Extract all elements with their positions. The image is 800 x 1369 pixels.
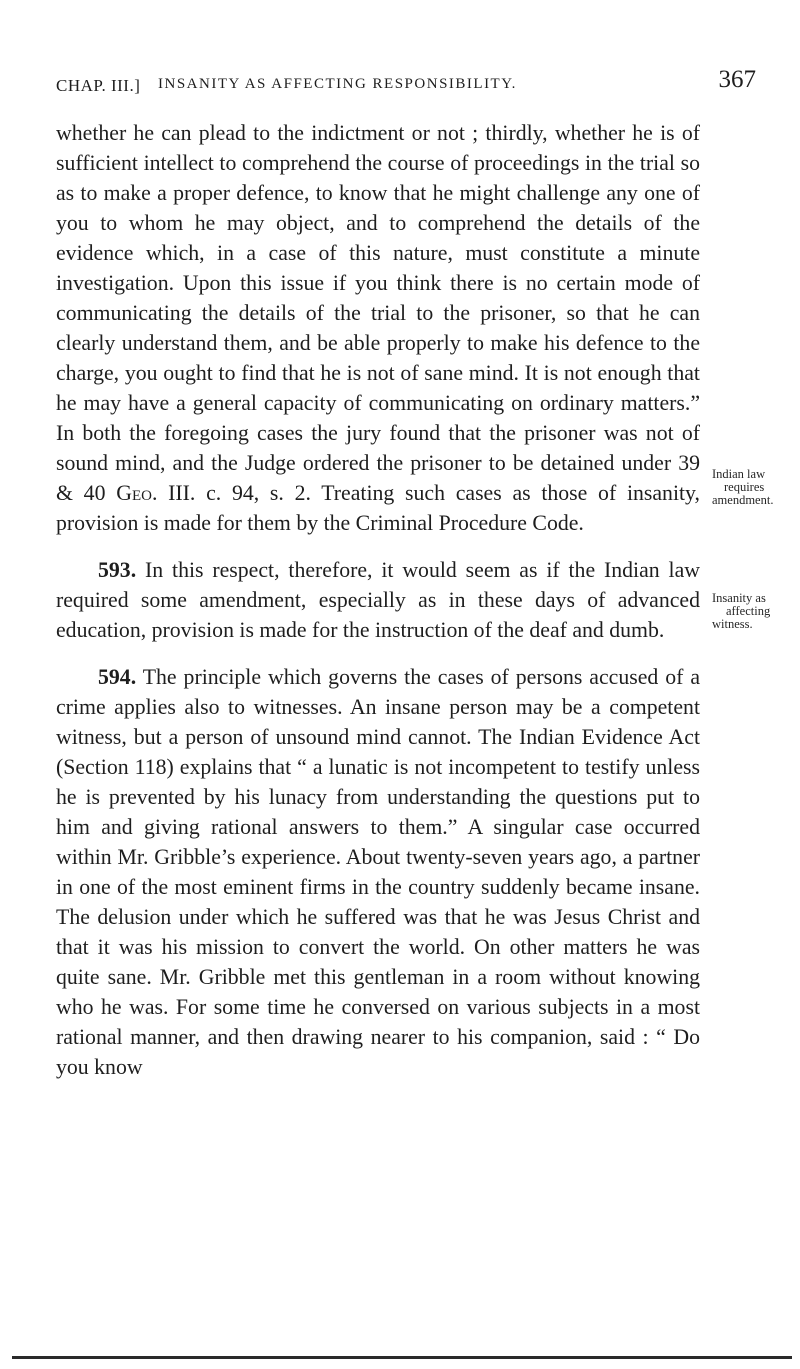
margin-note-line: Insanity as: [712, 591, 766, 605]
paragraph-continued: [56, 118, 700, 538]
margin-note-line: affecting: [726, 604, 771, 618]
bottom-rule: [12, 1356, 792, 1359]
running-header: [56, 62, 756, 102]
chapter-label: CHAP. III.]: [56, 76, 141, 95]
paragraph-number: 593.: [98, 558, 137, 582]
margin-note-line: witness.: [712, 617, 753, 631]
paragraph-text: The principle which governs the cases of persons accused of a crime applies also to witnesses. An insane person may be a competent witness, but a person of unsound mind cannot. The Indian Evidence Act (Section 118) explains that “ a lunatic is not incompetent to testify unless he is prevented by his lunacy from understanding the questions put to him and giving rational answers to them.” A singular case occurred within Mr. Gribble’s experience. About twenty-seven years ago, a partner in one of the most eminent firms in the country suddenly became insane. The delusion under which he suffered was that he was Jesus Christ and that it was his mission to convert the world. On other matters he was quite sane. Mr. Gribble met this gentleman in a room without knowing who he was. For some time he conversed on various subjects in a most rational manner, and then drawing nearer to his companion, said : “ Do you know: [56, 665, 700, 1079]
paragraph-abbrev: Geo: [116, 481, 152, 505]
paragraph-594: [56, 662, 700, 1082]
margin-note-line: requires: [724, 480, 765, 494]
page-body: [56, 118, 700, 1082]
margin-note-line: Indian law: [712, 467, 766, 481]
paragraph-text: In this respect, therefore, it would seem as if the Indian law required some amendment, especially as in these days of advanced education, provision is made for the instruction of the deaf and dumb.: [56, 558, 700, 642]
paragraph-text: whether he can plead to the indictment or not ; thirdly, whether he is of sufficient intellect to comprehend the course of proceedings in the trial so as to make a proper defence, to know that he might challenge any one of you to whom he may object, and to comprehend the details of the evidence which, in a case of this nature, must constitute a minute investigation. Upon this issue if you think there is no certain mode of communicating the details of the trial to the prisoner, so that he can clearly understand them, and be able properly to make his defence to the charge, you ought to find that he is not of sane mind. It is not enough that he may have a general capacity of communicating on ordinary matters.” In both the foregoing cases the jury found that the prisoner was not of sound mind, and the Judge ordered the prisoner to be detained under 39 & 40: [56, 121, 700, 505]
paragraph-text-end: . III. c. 94, s. 2. Treating such cases as those of insanity, provision is made for them by the Criminal Procedure Code.: [56, 481, 700, 535]
margin-note-witness: [712, 592, 800, 631]
running-title: INSANITY AS AFFECTING RESPONSIBILITY.: [158, 76, 517, 92]
paragraph-593: [56, 555, 700, 645]
paragraph-number: 594.: [98, 665, 137, 689]
page-number: 367: [718, 66, 756, 93]
margin-note-line: amendment.: [712, 493, 774, 507]
margin-note-indian-law: [712, 468, 800, 507]
